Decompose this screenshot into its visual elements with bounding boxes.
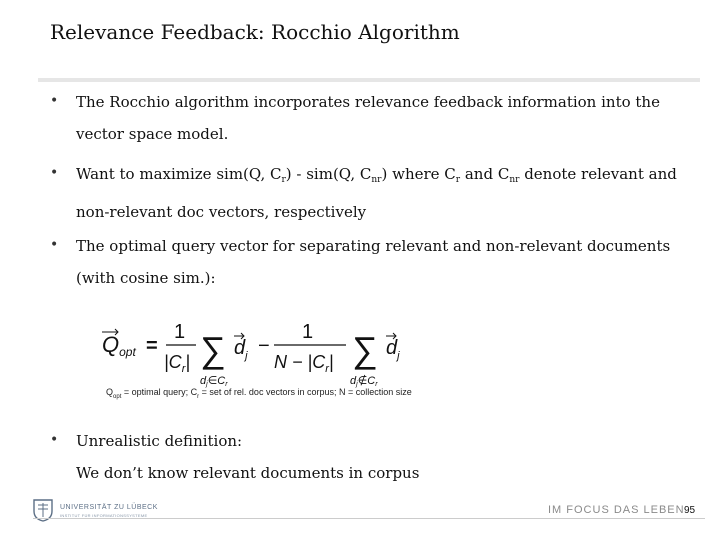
summation-1: ∑ <box>200 329 226 370</box>
minus-sign: − <box>258 335 270 357</box>
formula-svg <box>100 318 430 388</box>
bullet-2-part: ) - sim(Q, C <box>285 165 372 183</box>
numerator-2: 1 <box>302 321 314 343</box>
bullet-2-part: denote relevant and non-relevant doc vectors, respectively <box>76 165 677 221</box>
sum-2-range: dj∉Cr <box>350 375 378 388</box>
caption-part: Q <box>106 387 114 397</box>
dj-term-1: $d_j$ <box>234 337 248 362</box>
subscript: nr <box>509 175 520 185</box>
denominator-1: $|C_r|$ <box>164 352 191 375</box>
bullet-marker: • <box>50 237 59 253</box>
slide-title: Relevance Feedback: Rocchio Algorithm <box>50 20 460 44</box>
formula-caption <box>106 387 412 400</box>
bullet-2-text <box>76 158 686 228</box>
university-name: UNIVERSITÄT ZU LÜBECK <box>60 504 158 511</box>
bullet-2-part: and C <box>460 165 510 183</box>
title-divider <box>38 78 700 82</box>
bullet-4-line-1: Unrealistic definition: <box>76 432 243 450</box>
page-number: 95 <box>684 505 696 516</box>
dj-term-2: $d_j$ <box>386 337 400 362</box>
bullet-2-part: ) where C <box>381 165 456 183</box>
footer-tagline: IM FOCUS DAS LEBEN <box>548 504 685 516</box>
footer-divider <box>33 518 705 519</box>
subscript: r <box>281 175 286 185</box>
sum-1-range: dj∈Cr <box>200 375 228 388</box>
caption-part: = set of rel. doc vectors in corpus; N = collection size <box>199 387 412 397</box>
bullet-marker: • <box>50 432 59 448</box>
summation-2: ∑ <box>352 329 378 370</box>
subscript: nr <box>371 175 382 185</box>
equals-sign: = <box>146 335 158 357</box>
institute-name: INSTITUT FÜR INFORMATIONSSYSTEME <box>60 513 148 518</box>
denominator-2: $N - |C_r|$ <box>274 352 334 375</box>
bullet-2-part: Want to maximize sim(Q, C <box>76 165 282 183</box>
subscript: opt <box>113 394 122 400</box>
rocchio-formula <box>100 318 430 388</box>
bullet-marker: • <box>50 165 59 181</box>
bullet-marker: • <box>50 93 59 109</box>
subscript: r <box>455 175 461 185</box>
numerator-1: 1 <box>174 321 186 343</box>
bullet-4-text <box>76 425 686 489</box>
bullet-1-text: The Rocchio algorithm incorporates relevance feedback information into the vector space model. <box>76 93 660 143</box>
caption-part: = optimal query; C <box>121 387 198 397</box>
bullet-3-text: The optimal query vector for separating relevant and non-relevant documents (with cosine sim.): <box>76 237 671 287</box>
q-opt-symbol: Qopt <box>102 332 136 359</box>
bullet-4-line-2: We don’t know relevant documents in corpus <box>76 464 420 482</box>
subscript: r <box>197 394 200 400</box>
